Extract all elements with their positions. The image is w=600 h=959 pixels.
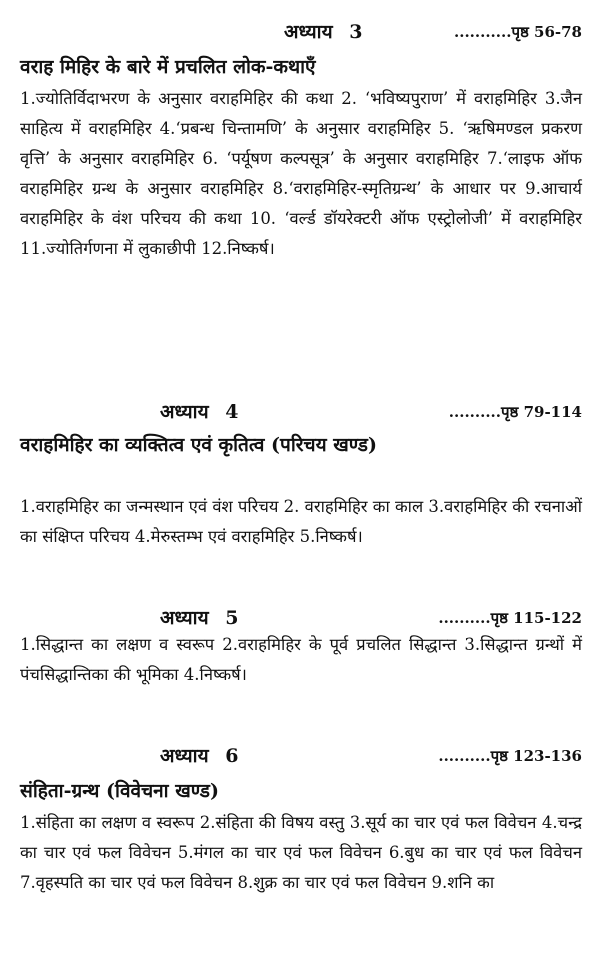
chapter-3-title: वराह मिहिर के बारे में प्रचलित लोक-कथाएँ	[20, 56, 316, 78]
chapter-3-page-range: ...........पृष्ठ 56-78	[454, 23, 582, 41]
chapter-3-contents: 1.ज्योतिर्विदाभरण के अनुसार वराहमिहिर की कथा 2. ‘भविष्यपुराण’ में वराहमिहिर 3.जैन साहित्य में वराहमिहिर 4.‘प्रबन्ध चिन्तामणि’ के अनुसार वराहमिहिर 5. ‘ऋषिमण्डल प्रकरण वृत्ति’ के अनुसार वराहमिहिर 6. ‘पर्यूषण कल्पसूत्र’ के अनुसार वराहमिहिर 7.‘लाइफ ऑफ वराहमिहिर ग्रन्थ के अनुसार वराहमिहिर 8.‘वराहमिहिर-स्मृतिग्रन्थ’ के आधार पर 9.आचार्य वराहमिहिर के वंश परिचय की कथा 10. ‘वर्ल्ड डॉयरेक्टरी ऑफ एस्ट्रोलोजी’ में वराहमिहिर 11.ज्योतिर्गणना में लुकाछीपी 12.निष्कर्ष।	[20, 89, 582, 258]
chapter-6-heading: अध्याय 6	[160, 745, 239, 767]
chapter-4-page-range: ..........पृष्ठ 79-114	[448, 403, 582, 421]
chapter-4-header	[0, 398, 600, 432]
chapter-4-title: वराहमिहिर का व्यक्तित्व एवं कृतित्व (परिचय खण्ड)	[20, 434, 377, 456]
chapter-6-page-range: ..........पृष्ठ 123-136	[438, 747, 582, 765]
chapter-4-contents: 1.वराहमिहिर का जन्मस्थान एवं वंश परिचय 2. वराहमिहिर का काल 3.वराहमिहिर की रचनाओं का संक्षिप्त परिचय 4.मेरुस्तम्भ एवं वराहमिहिर 5.निष्कर्ष।	[20, 497, 582, 546]
chapter-6-title: संहिता-ग्रन्थ (विवेचना खण्ड)	[20, 780, 219, 802]
chapter-5-page-range: ..........पृष्ठ 115-122	[438, 609, 582, 627]
chapter-4-heading: अध्याय 4	[160, 401, 239, 423]
chapter-3-header	[0, 18, 600, 52]
chapter-5-contents: 1.सिद्धान्त का लक्षण व स्वरूप 2.वराहमिहिर के पूर्व प्रचलित सिद्धान्त 3.सिद्धान्त ग्रन्थों में पंचसिद्धान्तिका की भूमिका 4.निष्कर्ष।	[20, 635, 582, 684]
chapter-3-heading: अध्याय 3	[284, 21, 363, 43]
chapter-5-heading: अध्याय 5	[160, 607, 239, 629]
chapter-6-header	[0, 742, 600, 776]
chapter-6-contents: 1.संहिता का लक्षण व स्वरूप 2.संहिता की विषय वस्तु 3.सूर्य का चार एवं फल विवेचन 4.चन्द्र का चार एवं फल विवेचन 5.मंगल का चार एवं फल विवेचन 6.बुध का चार एवं फल विवेचन 7.वृहस्पति का चार एवं फल विवेचन 8.शुक्र का चार एवं फल विवेचन 9.शनि का	[20, 813, 582, 892]
